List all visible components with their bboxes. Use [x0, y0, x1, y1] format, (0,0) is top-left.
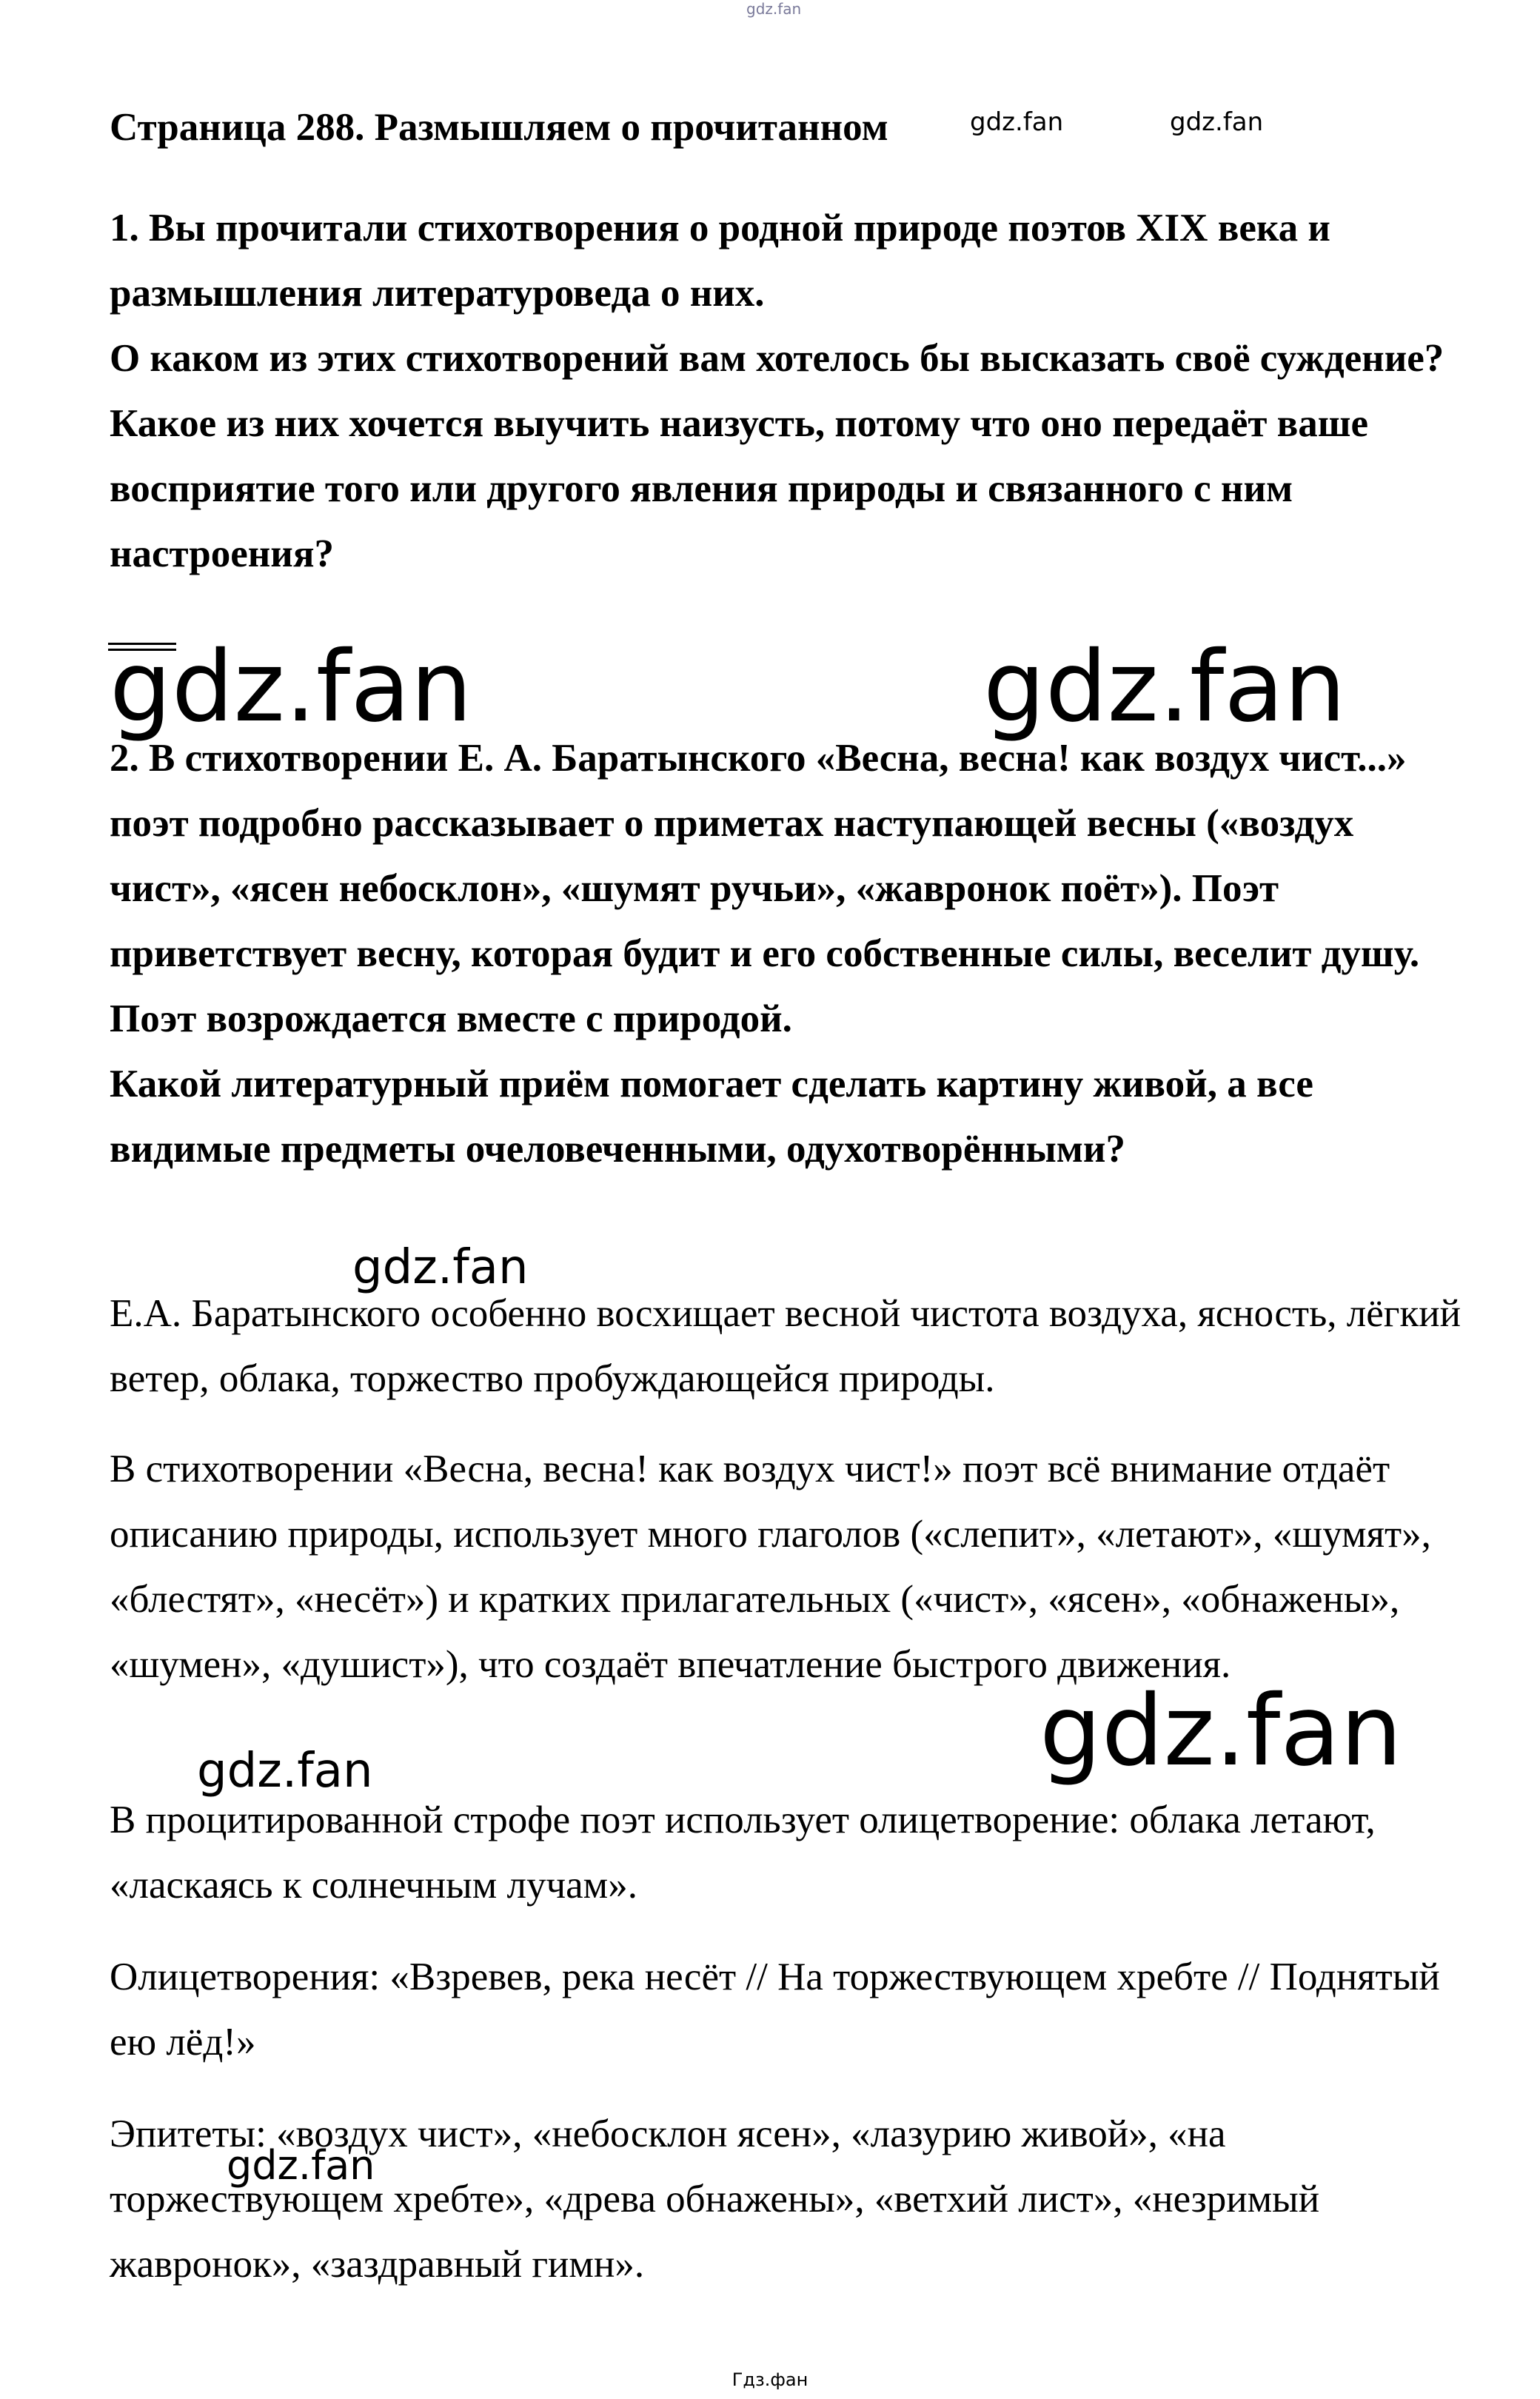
watermark-mid-3: gdz.fan [227, 2142, 375, 2189]
question-1-prompt: О каком из этих стихотворений вам хотелось бы высказать своё суждение? Какое из них хочется выучить наизусть, потому что оно передаёт ваше восприятие того или другого явления природы и связанного с ним настроения? [110, 337, 1444, 575]
answer-paragraph-1: Е.А. Баратынского особенно восхищает весной чистота воздуха, ясность, лёгкий ветер, облака, торжество пробуждающейся природы. [110, 1292, 1461, 1400]
page-heading: Страница 288. Размышляем о прочитанном [110, 106, 888, 149]
question-2-prompt: Какой литературный приём помогает сделать картину живой, а все видимые предметы очеловеченными, одухотворёнными? [110, 1063, 1313, 1171]
watermark-heading-2: gdz.fan [1170, 107, 1264, 137]
answer-paragraph-2: В стихотворении «Весна, весна! как воздух чист!» поэт всё внимание отдаёт описанию природы, использует много глаголов («слепит», «летают», «шумят», «блестят», «несёт») и кратких прилагательных («чист», «ясен», «обнажены», «шумен», «душист»), что создаёт впечатление быстрого движения. [110, 1448, 1431, 1686]
page-footer: Гдз.фан [732, 2369, 808, 2390]
question-2-text: 2. В стихотворении Е. А. Баратынского «Весна, весна! как воздух чист...» поэт подробно рассказывает о приметах наступающей весны («воздух чист», «ясен небосклон», «шумят ручьи», «жавронок поёт»). Поэт приветствует весну, которая будит и его собственные силы, веселит душу. Поэт возрождается вместе с природой. [110, 737, 1420, 1040]
question-1 [110, 195, 1464, 586]
question-2 [110, 726, 1464, 1182]
watermark-mid-2: gdz.fan [197, 1744, 373, 1799]
watermark-big-1: gdz.fan [110, 630, 472, 744]
answer-paragraph-4: Олицетворения: «Взревев, река несёт // На торжествующем хребте // Поднятый ею лёд!» [110, 1955, 1440, 2064]
watermark-top: gdz.fan [746, 0, 802, 18]
answer-paragraph-5: Эпитеты: «воздух чист», «небосклон ясен», «лазурию живой», «на торжествующем хребте», «древа обнажены», «ветхий лист», «незримый жавронок», «заздравный гимн». [110, 2112, 1320, 2286]
question-1-text: 1. Вы прочитали стихотворения о родной природе поэтов XIX века и размышления литературоведа о них. [110, 207, 1330, 315]
watermark-mid-1: gdz.fan [352, 1240, 529, 1295]
watermark-heading-1: gdz.fan [970, 107, 1064, 137]
watermark-big-3: gdz.fan [1040, 1674, 1402, 1788]
watermark-big-2: gdz.fan [983, 630, 1346, 744]
answer-paragraph-3: В процитированной строфе поэт использует олицетворение: облака летают, «ласкаясь к солнечным лучам». [110, 1799, 1376, 1907]
